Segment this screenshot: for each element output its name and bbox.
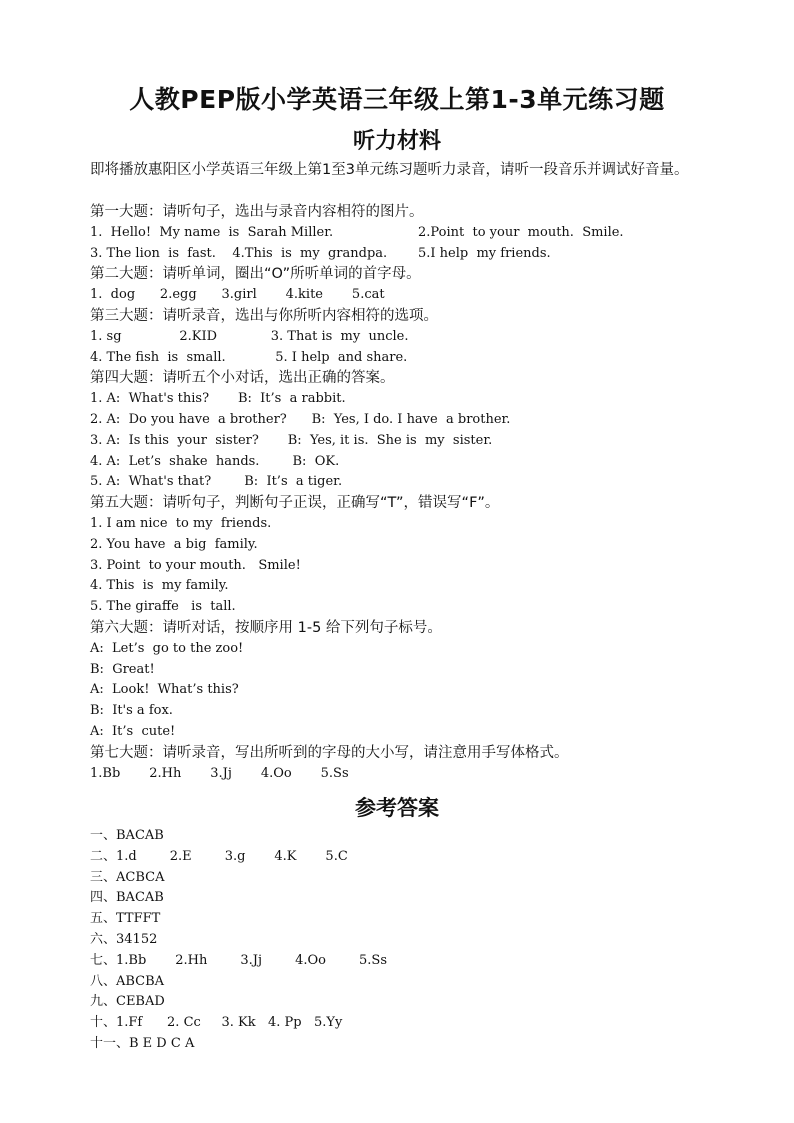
answer-line: 九、CEBAD	[90, 994, 165, 1010]
line-text: 3. Point to your mouth. Smile!	[90, 557, 301, 573]
line-text: 4. This is my family.	[90, 578, 229, 594]
line-text: 5. A: What's that? B: It’s a tiger.	[90, 474, 343, 490]
listening-material	[90, 160, 710, 784]
answer-line: 十一、B E D C A	[90, 1035, 195, 1051]
line-text: 4. A: Let’s shake hands. B: OK.	[90, 453, 340, 469]
line-text: 3. A: Is this your sister? B: Yes, it is. She is my sister.	[90, 432, 493, 448]
section-line	[90, 514, 710, 535]
line-text: 1.Bb 2.Hh 3.Jj 4.Oo 5.Ss	[90, 765, 349, 781]
section-line	[90, 285, 710, 306]
section-heading: 第五大题：请听句子，判断句子正误，正确写“T”，错误写“F”。	[90, 495, 500, 512]
section-line	[90, 764, 710, 785]
answer-line: 十、1.Ff 2. Cc 3. Kk 4. Pp 5.Yy	[90, 1015, 343, 1031]
line-text: A: Let’s go to the zoo!	[90, 640, 244, 656]
line-text: 1. A: What's this? B: It’s a rabbit.	[90, 391, 346, 407]
listening-material-title: 听力材料	[352, 129, 441, 154]
section-line	[90, 327, 710, 348]
line-text: 3. The lion is fast. 4.This is my grandpa.	[90, 245, 388, 261]
answer-line: 三、ACBCA	[90, 869, 165, 885]
line-text: 1. I am nice to my friends.	[90, 515, 272, 531]
line-text: 4. The fish is small. 5. I help and share.	[90, 349, 408, 365]
answer-line: 六、34152	[90, 931, 158, 947]
section-heading: 第一大题：请听句子，选出与录音内容相符的图片。	[90, 204, 424, 220]
line-text: 2. A: Do you have a brother? B: Yes, I do. I have a brother.	[90, 411, 511, 427]
answer-list	[90, 826, 710, 1055]
section-heading: 第三大题：请听录音，选出与你所听内容相符的选项。	[90, 307, 438, 324]
section-line	[90, 472, 710, 493]
section-line	[90, 701, 710, 722]
line-text: A: It’s cute!	[90, 723, 176, 739]
answers-title: 参考答案	[355, 796, 439, 820]
document-title: 人教PEP版小学英语三年级上第1-3单元练习题	[129, 85, 665, 114]
section-line	[90, 722, 710, 743]
section-line	[90, 639, 710, 660]
line-text: 2.Point to your mouth. Smile.	[418, 224, 624, 240]
line-text: B: It's a fox.	[90, 703, 173, 719]
line-text: 1. Hello! My name is Sarah Miller.	[90, 224, 334, 240]
section-line	[90, 452, 710, 473]
answer-line: 七、1.Bb 2.Hh 3.Jj 4.Oo 5.Ss	[90, 952, 388, 968]
answer-line: 二、1.d 2.E 3.g 4.K 5.C	[90, 848, 348, 864]
intro-paragraph: 即将播放惠阳区小学英语三年级上第1至3单元练习题听力录音，请听一段音乐并调试好音量。	[90, 162, 689, 178]
sections-container	[90, 202, 710, 784]
section-line	[90, 348, 710, 369]
answer-line: 五、TTFFT	[90, 911, 161, 927]
section-line	[90, 535, 710, 556]
section-heading: 第二大题：请听单词，圈出“O”所听单词的首字母。	[90, 266, 421, 283]
section-line	[90, 389, 710, 410]
section-line	[90, 410, 710, 431]
section-line	[90, 223, 710, 244]
section-line	[90, 244, 710, 265]
line-text: 2. You have a big family.	[90, 536, 258, 552]
line-text: A: Look! What’s this?	[90, 682, 239, 698]
section-line	[90, 576, 710, 597]
answer-line: 一、BACAB	[90, 828, 164, 843]
line-text: 5. The giraffe is tall.	[90, 599, 236, 615]
line-text: 1. sg 2.KID 3. That is my uncle.	[90, 328, 409, 344]
section-line	[90, 431, 710, 452]
section-line	[90, 556, 710, 577]
section-line	[90, 597, 710, 618]
section-line	[90, 660, 710, 681]
answer-line: 八、ABCBA	[90, 973, 165, 989]
line-text: 1. dog 2.egg 3.girl 4.kite 5.cat	[90, 287, 385, 303]
line-text: B: Great!	[90, 661, 155, 677]
section-line	[90, 680, 710, 701]
section-heading: 第七大题：请听录音，写出所听到的字母的大小写，请注意用手写体格式。	[90, 744, 569, 761]
section-heading: 第六大题：请听对话，按顺序用 1-5 给下列句子标号。	[90, 619, 442, 636]
answer-line: 四、BACAB	[90, 890, 164, 906]
section-heading: 第四大题：请听五个小对话，选出正确的答案。	[90, 370, 395, 387]
line-text: 5.I help my friends.	[418, 245, 551, 261]
